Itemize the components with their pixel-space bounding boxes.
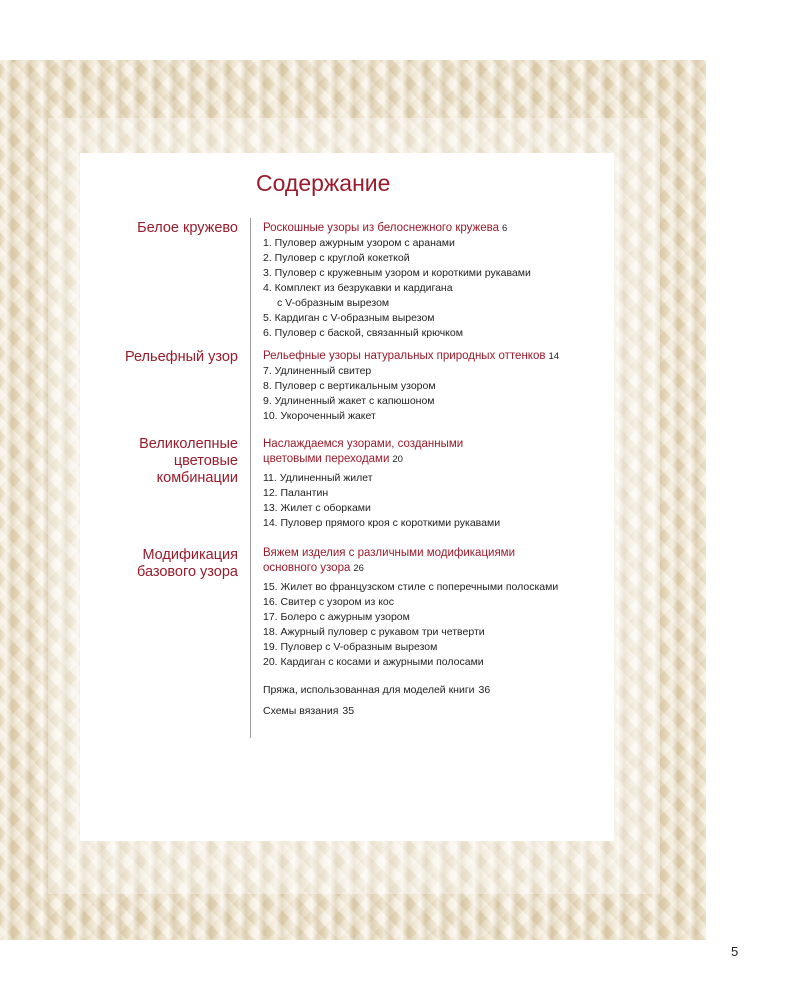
toc-item[interactable]: 18. Ажурный пуловер с рукавом три четверти xyxy=(263,626,485,638)
page-ref: 36 xyxy=(478,684,491,696)
toc-item[interactable]: 13. Жилет с оборками xyxy=(263,502,371,514)
page-number: 5 xyxy=(731,944,739,959)
vertical-divider xyxy=(250,218,251,738)
page-ref: 26 xyxy=(353,563,364,574)
page-ref: 20 xyxy=(392,454,403,465)
section-heading[interactable]: Рельефные узоры натуральных природных оттенков 14 xyxy=(263,350,560,362)
toc-item[interactable]: 11. Удлиненный жилет xyxy=(263,472,373,484)
toc-item[interactable]: 12. Палантин xyxy=(263,487,329,499)
page-ref: 6 xyxy=(502,223,508,234)
toc-item[interactable]: 1. Пуловер ажурным узором с аранами xyxy=(263,237,455,249)
toc-item[interactable]: 10. Укороченный жакет xyxy=(263,410,376,422)
section-white-lace xyxy=(263,221,603,341)
toc-item[interactable]: 14. Пуловер прямого кроя с короткими рукавами xyxy=(263,517,501,529)
toc-item[interactable]: 20. Кардиган с косами и ажурными полосами xyxy=(263,656,484,668)
section-label-color-combinations: Великолепные цветовые комбинации xyxy=(139,436,238,486)
toc-item-continuation[interactable]: с V-образным вырезом xyxy=(277,297,390,309)
section-label-relief-pattern: Рельефный узор xyxy=(124,349,238,365)
section-label-white-lace: Белое кружево xyxy=(137,220,238,236)
toc-item[interactable]: 2. Пуловер с круглой кокеткой xyxy=(263,252,410,264)
section-heading[interactable]: Вяжем изделия с различными модификациями основного узора 26 xyxy=(263,547,516,574)
section-heading[interactable]: Наслаждаемся узорами, созданными цветовыми переходами 20 xyxy=(263,438,464,465)
toc-item[interactable]: 9. Удлиненный жакет с капюшоном xyxy=(263,395,435,407)
toc-item[interactable]: 7. Удлиненный свитер xyxy=(263,365,372,377)
toc-item[interactable]: 19. Пуловер с V-образным вырезом xyxy=(263,641,438,653)
toc-item[interactable]: 16. Свитер с узором из кос xyxy=(263,596,394,608)
toc-extra-charts[interactable]: Схемы вязания 35 xyxy=(263,705,355,717)
toc-item[interactable]: 15. Жилет во французском стиле с поперечными полосками xyxy=(263,581,559,593)
toc-item[interactable]: 3. Пуловер с кружевным узором и короткими рукавами xyxy=(263,267,531,279)
page-title: Содержание xyxy=(256,170,391,196)
toc-item[interactable]: 8. Пуловер с вертикальным узором xyxy=(263,380,436,392)
page-ref: 35 xyxy=(342,705,355,717)
toc-item[interactable]: 17. Болеро с ажурным узором xyxy=(263,611,410,623)
section-color-combinations xyxy=(263,437,603,531)
toc-item[interactable]: 4. Комплект из безрукавки и кардигана xyxy=(263,282,453,294)
section-base-modification xyxy=(263,546,603,670)
toc-extra-yarn[interactable]: Пряжа, использованная для моделей книги 36 xyxy=(263,684,491,696)
page-ref: 14 xyxy=(548,351,560,362)
section-heading[interactable]: Роскошные узоры из белоснежного кружева 6 xyxy=(263,222,508,234)
section-relief-pattern xyxy=(263,349,603,424)
section-label-base-modification: Модификация базового узора xyxy=(136,547,238,580)
toc-item[interactable]: 5. Кардиган с V-образным вырезом xyxy=(263,312,435,324)
toc-item[interactable]: 6. Пуловер с баской, связанный крючком xyxy=(263,327,463,339)
